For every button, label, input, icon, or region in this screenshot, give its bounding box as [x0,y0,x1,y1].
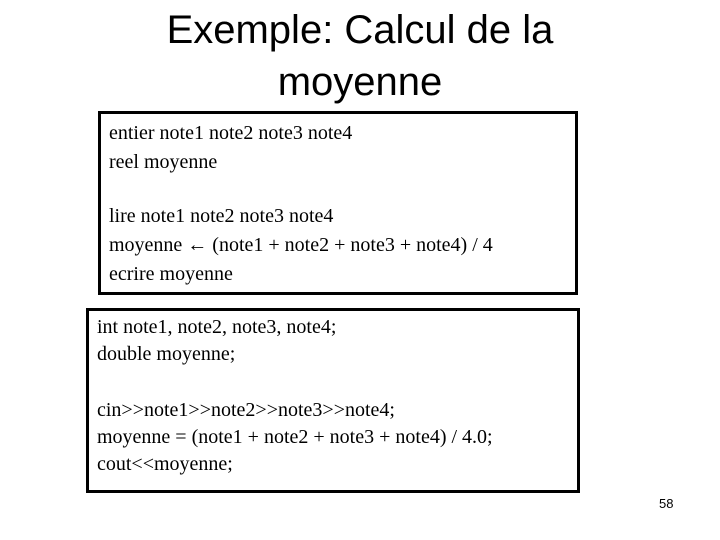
page-number: 58 [659,496,674,511]
slide-title-line-2: moyenne [277,60,443,104]
cpp-code-line: cout<<moyenne; [97,453,233,475]
cpp-code-line: moyenne = (note1 + note2 + note3 + note4) / 4.0; [97,426,493,448]
slide-title [0,4,720,108]
pseudocode-line: entier note1 note2 note3 note4 [109,122,353,144]
cpp-code-blank-line [97,368,577,397]
pseudocode-line: reel moyenne [109,151,218,173]
pseudocode-blank-line [109,177,575,202]
cpp-code-box [86,308,580,493]
pseudocode-box [98,111,578,295]
cpp-code-line: int note1, note2, note3, note4; [97,316,337,338]
pseudocode-line: moyenne ← (note1 + note2 + note3 + note4) / 4 [109,234,493,256]
cpp-code-line: cin>>note1>>note2>>note3>>note4; [97,399,395,421]
slide-title-line-1: Exemple: Calcul de la [166,8,554,52]
pseudocode-line: lire note1 note2 note3 note4 [109,205,334,227]
cpp-code-line: double moyenne; [97,343,236,365]
pseudocode-line: ecrire moyenne [109,263,233,285]
